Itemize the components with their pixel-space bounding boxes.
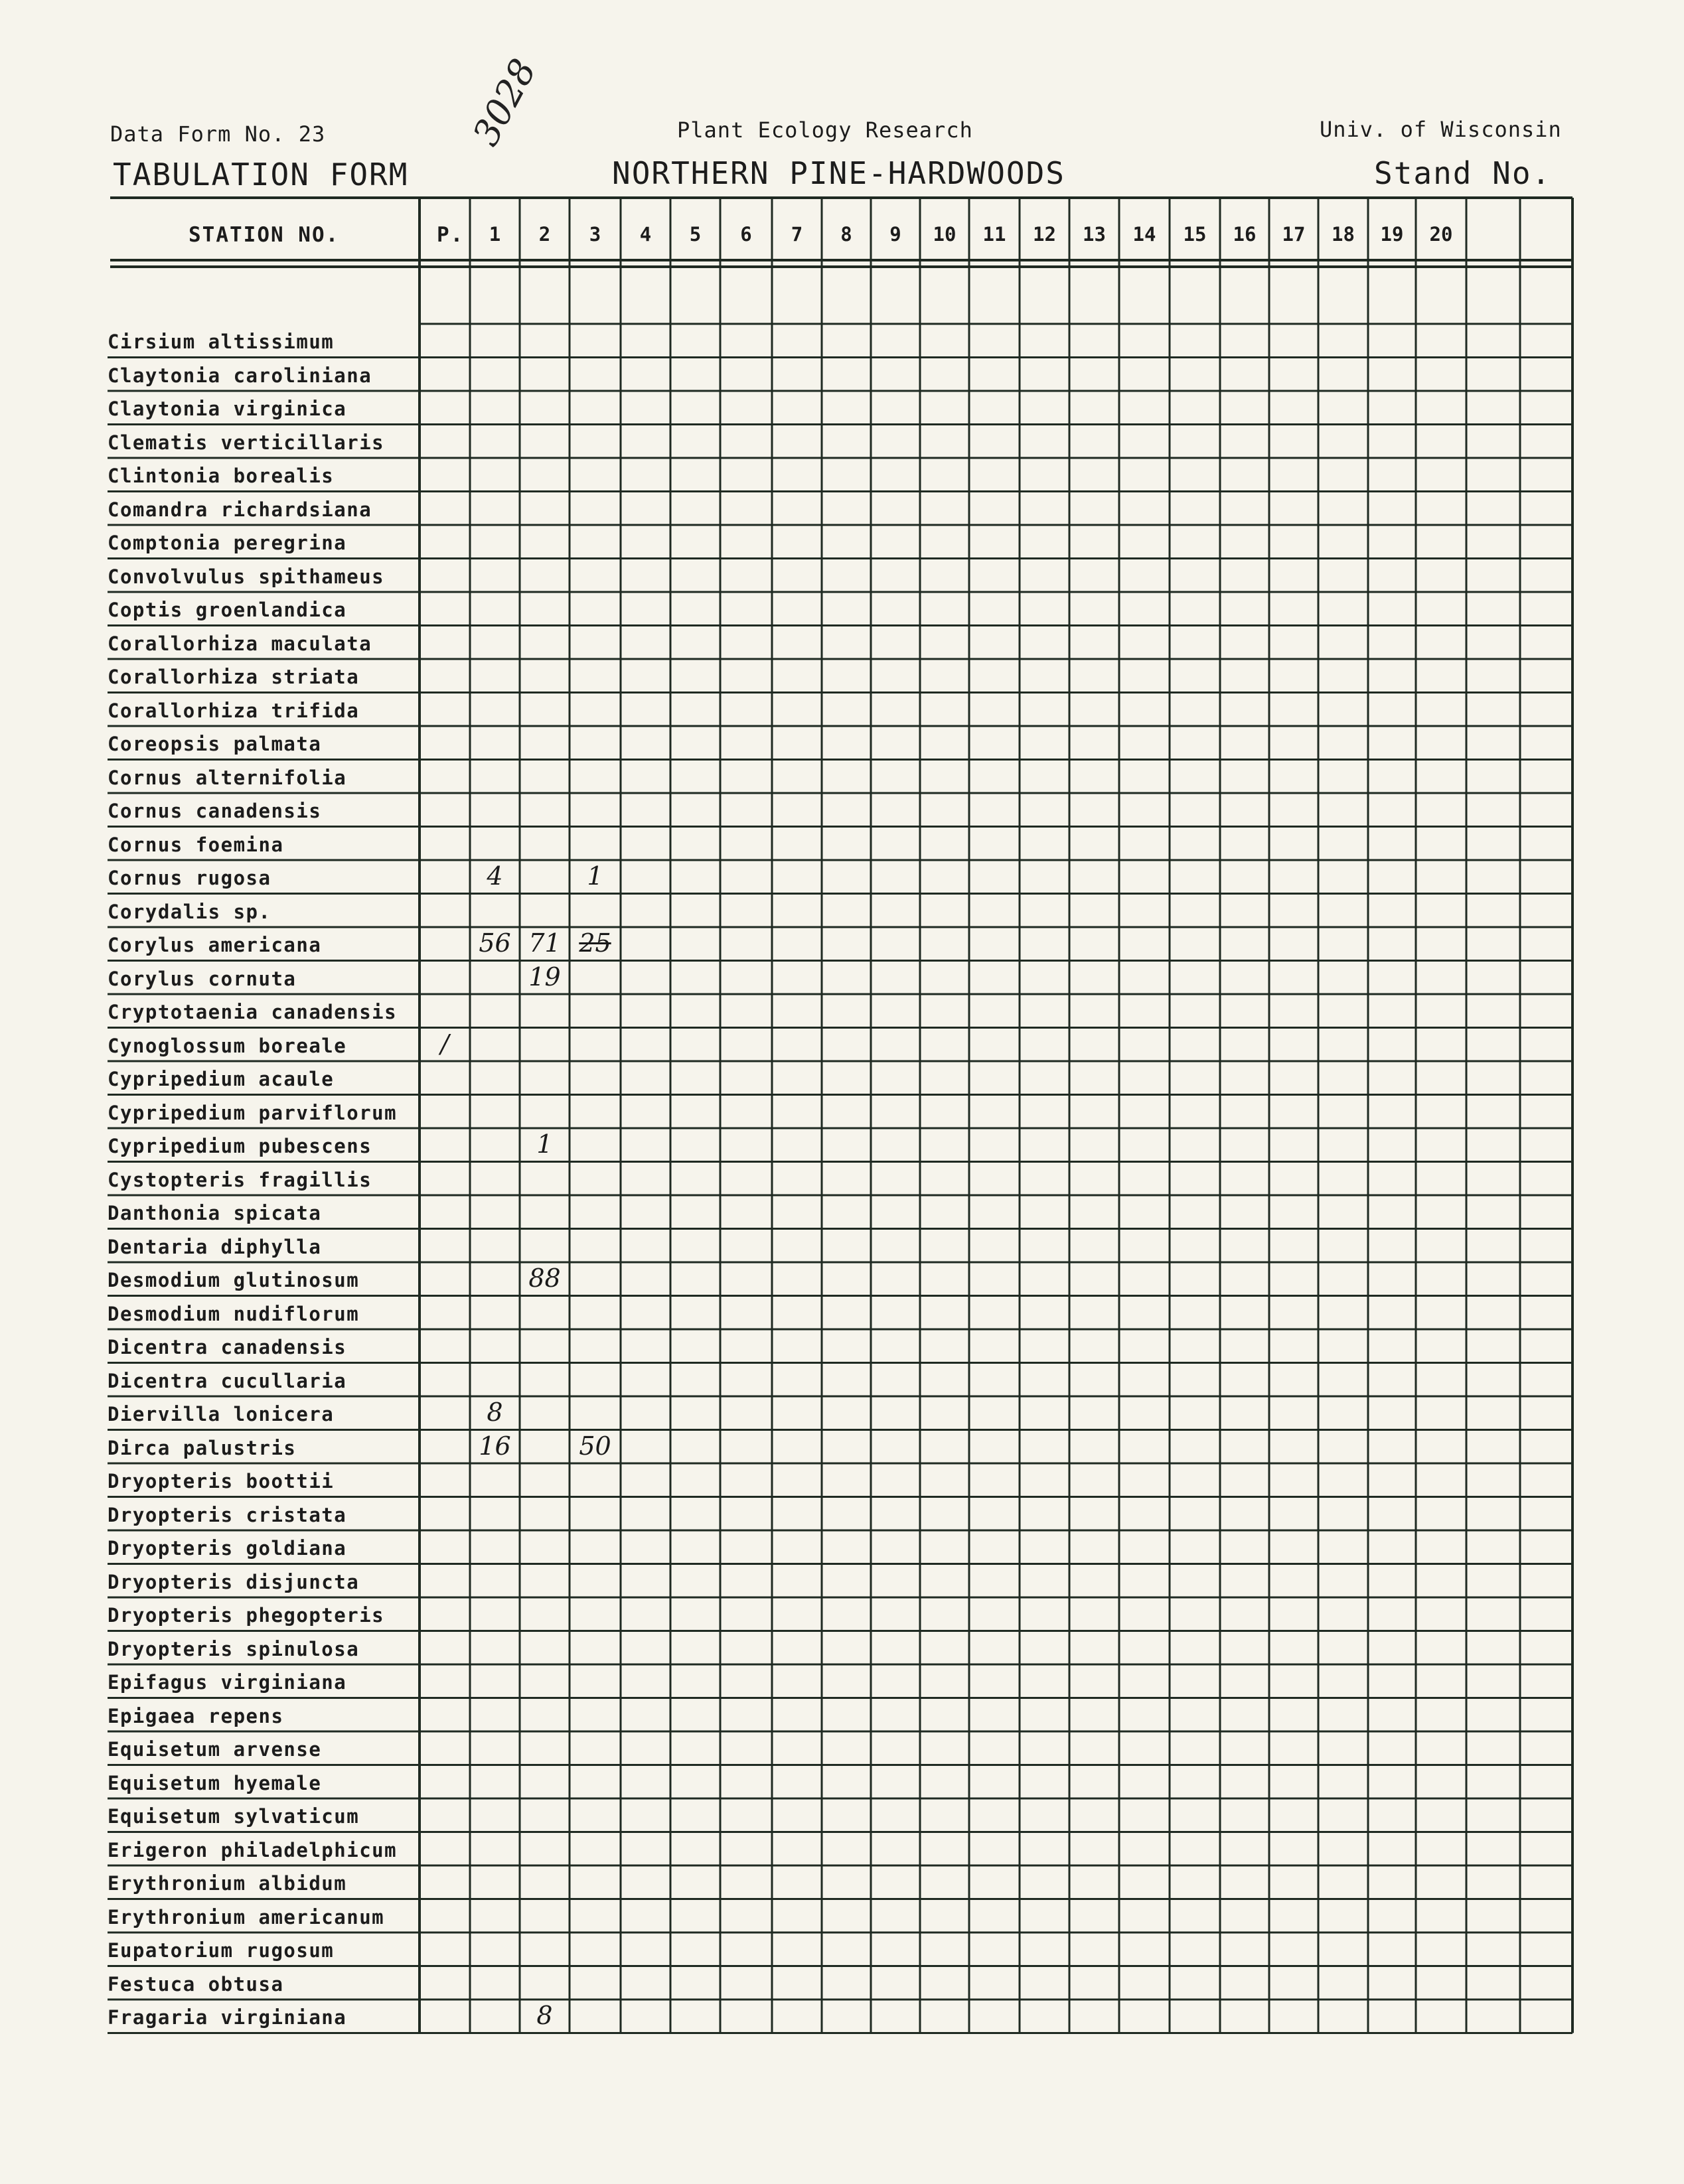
species-row-label: Desmodium glutinosum: [108, 1269, 360, 1291]
tally-entry: 1: [587, 861, 603, 891]
species-row-label: Dicentra canadensis: [108, 1336, 347, 1358]
station-column-7: 7: [791, 223, 803, 246]
station-column-12: 12: [1033, 223, 1056, 246]
station-column-8: 8: [840, 223, 852, 246]
form-title: TABULATION FORM: [113, 157, 409, 192]
species-row-label: Erythronium americanum: [108, 1905, 385, 1929]
species-row-label: Dirca palustris: [108, 1436, 297, 1459]
species-row-label: Cynoglossum boreale: [108, 1034, 347, 1057]
species-row-label: Eupatorium rugosum: [108, 1939, 335, 1962]
species-row-label: Corylus cornuta: [108, 967, 297, 990]
species-row-label: Desmodium nudiflorum: [108, 1302, 360, 1325]
species-row-label: Dicentra cucullaria: [108, 1369, 347, 1392]
tally-entry: 71: [528, 928, 561, 958]
species-row-label: Cypripedium acaule: [108, 1068, 335, 1090]
station-column-18: 18: [1332, 223, 1355, 246]
species-row-label: Coptis groenlandica: [108, 599, 347, 621]
form-number: Data Form No. 23: [110, 121, 326, 147]
species-row-label: Clintonia borealis: [108, 465, 335, 487]
tally-entry: 19: [528, 962, 561, 991]
station-column-11: 11: [982, 223, 1006, 246]
tally-entry: 8: [536, 2001, 553, 2030]
species-row-label: Corallorhiza striata: [108, 666, 360, 688]
station-column-14: 14: [1132, 223, 1156, 246]
tally-entry: /: [440, 1029, 449, 1058]
station-number-label: STATION NO.: [189, 223, 340, 247]
tally-entry: 8: [487, 1398, 503, 1427]
species-row-label: Equisetum arvense: [108, 1738, 322, 1761]
species-row-label: Equisetum hyemale: [108, 1771, 322, 1794]
species-row-label: Cornus rugosa: [108, 867, 271, 889]
species-row-label: Dryopteris spinulosa: [108, 1637, 360, 1660]
species-row-label: Cornus foemina: [108, 833, 284, 856]
species-row-label: Coreopsis palmata: [108, 733, 322, 755]
handwritten-stand-id: 3028: [465, 52, 545, 153]
tally-entry: 4: [487, 861, 503, 891]
species-row-label: Cornus alternifolia: [108, 766, 347, 789]
species-row-label: Dentaria diphylla: [108, 1235, 322, 1258]
species-row-label: Equisetum sylvaticum: [108, 1805, 360, 1828]
stand-number-label: Stand No.: [1374, 155, 1552, 191]
species-row-label: Dryopteris disjuncta: [108, 1570, 360, 1593]
species-row-label: Claytonia virginica: [108, 398, 347, 420]
species-row-label: Cypripedium pubescens: [108, 1135, 372, 1157]
p-column-label: P.: [437, 223, 465, 247]
tally-entry: 88: [528, 1264, 561, 1293]
species-row-label: Erythronium albidum: [108, 1872, 347, 1895]
station-column-4: 4: [639, 223, 652, 246]
station-column-16: 16: [1233, 223, 1257, 246]
species-row-label: Dryopteris cristata: [108, 1503, 347, 1526]
tally-entry: 25: [579, 928, 611, 958]
station-column-2: 2: [538, 223, 551, 246]
species-row-label: Corallorhiza maculata: [108, 632, 372, 655]
station-column-1: 1: [489, 223, 501, 246]
station-column-3: 3: [589, 223, 601, 246]
station-column-5: 5: [689, 223, 702, 246]
tally-entry: 50: [579, 1431, 611, 1461]
university-name: Univ. of Wisconsin: [1320, 117, 1562, 142]
species-row-label: Danthonia spicata: [108, 1202, 322, 1224]
species-row-label: Cirsium altissimum: [108, 330, 335, 353]
species-row-label: Comptonia peregrina: [108, 532, 347, 554]
species-row-label: Erigeron philadelphicum: [108, 1838, 398, 1861]
species-row-label: Dryopteris boottii: [108, 1470, 335, 1492]
species-row-label: Convolvulus spithameus: [108, 565, 385, 588]
station-column-19: 19: [1380, 223, 1404, 246]
species-row-label: Corallorhiza trifida: [108, 699, 360, 722]
station-column-10: 10: [933, 223, 957, 246]
station-column-17: 17: [1282, 223, 1306, 246]
species-row-label: Fragaria virginiana: [108, 2006, 347, 2029]
species-row-label: Cypripedium parviflorum: [108, 1101, 398, 1124]
species-row-label: Cryptotaenia canadensis: [108, 1001, 398, 1023]
species-row-label: Corydalis sp.: [108, 900, 271, 923]
species-row-label: Festuca obtusa: [108, 1972, 284, 1996]
tally-entry: 1: [536, 1129, 553, 1159]
species-row-label: Comandra richardsiana: [108, 498, 372, 521]
species-row-label: Dryopteris phegopteris: [108, 1604, 385, 1627]
station-column-6: 6: [740, 223, 752, 246]
species-row-label: Epifagus virginiana: [108, 1671, 347, 1694]
tally-entry: 16: [479, 1431, 511, 1461]
station-column-9: 9: [889, 223, 901, 246]
species-row-label: Cornus canadensis: [108, 800, 322, 822]
tally-entry: 56: [479, 928, 511, 958]
station-column-15: 15: [1183, 223, 1207, 246]
research-heading: Plant Ecology Research: [677, 117, 973, 143]
species-row-label: Cystopteris fragillis: [108, 1168, 372, 1191]
species-row-label: Epigaea repens: [108, 1704, 284, 1727]
station-column-20: 20: [1429, 223, 1453, 246]
station-column-13: 13: [1083, 223, 1106, 246]
species-row-label: Corylus americana: [108, 934, 322, 956]
species-row-label: Diervilla lonicera: [108, 1403, 335, 1425]
species-row-label: Clematis verticillaris: [108, 431, 385, 454]
species-row-label: Dryopteris goldiana: [108, 1537, 347, 1560]
forest-type-title: NORTHERN PINE-HARDWOODS: [612, 155, 1065, 191]
species-row-label: Claytonia caroliniana: [108, 364, 372, 387]
